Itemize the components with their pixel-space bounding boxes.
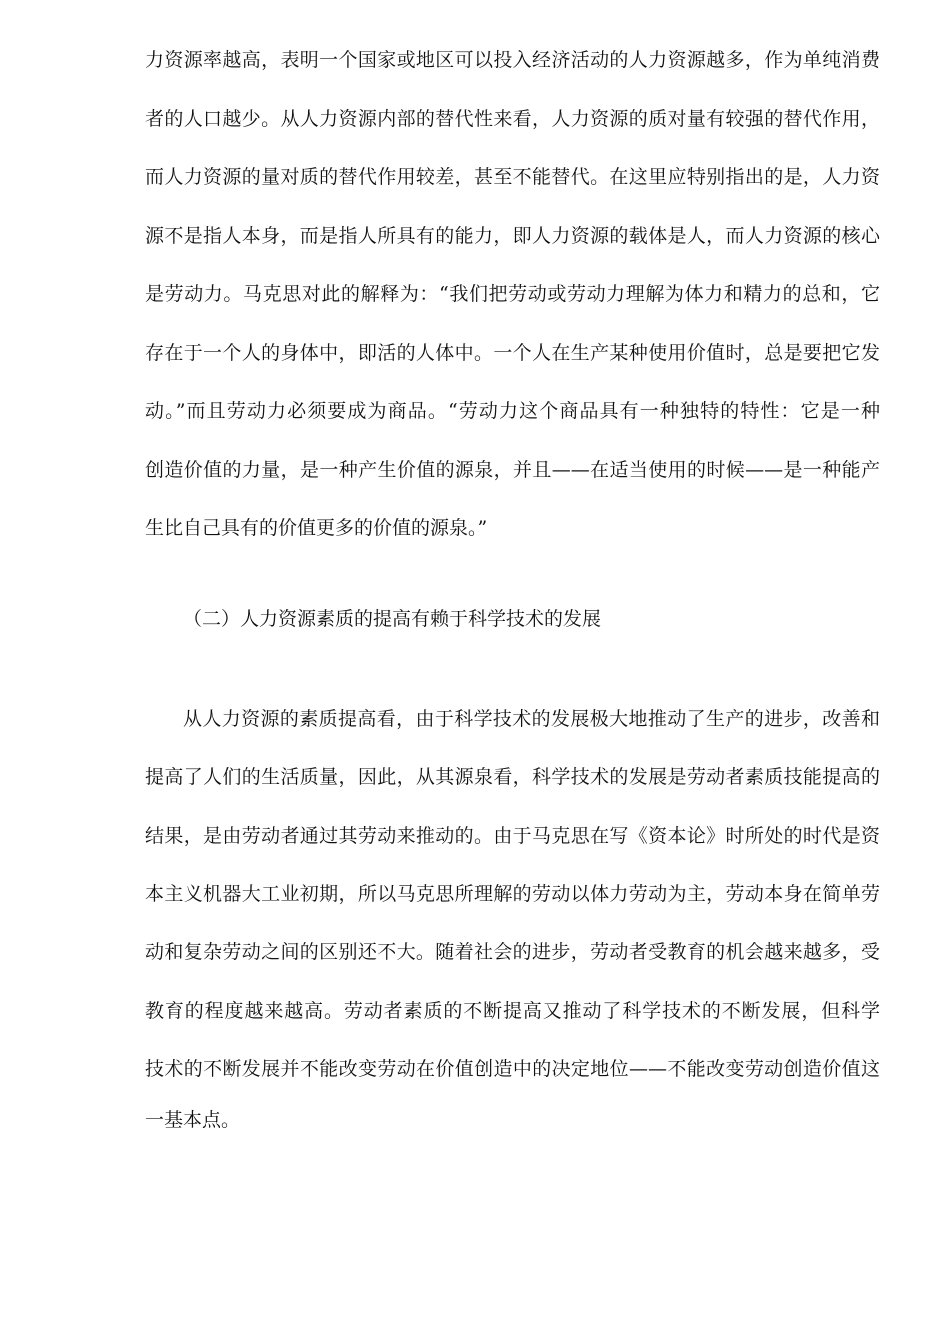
paragraph-2-line-4: 本主义机器大工业初期，所以马克思所理解的劳动以体力劳动为主，劳动本身在简单劳	[145, 883, 880, 905]
paragraph-1-line-2: 者的人口越少。从人力资源内部的替代性来看，人力资源的质对量有较强的替代作用，	[145, 108, 880, 130]
paragraph-1-line-8: 创造价值的力量，是一种产生价值的源泉，并且——在适当使用的时候——是一种能产	[145, 459, 880, 481]
paragraph-2-line-2: 提高了人们的生活质量，因此，从其源泉看，科学技术的发展是劳动者素质技能提高的	[145, 766, 880, 788]
paragraph-2-line-5: 动和复杂劳动之间的区别还不大。随着社会的进步，劳动者受教育的机会越来越多，受	[145, 941, 880, 963]
paragraph-1-line-6: 存在于一个人的身体中，即活的人体中。一个人在生产某种使用价值时，总是要把它发	[145, 342, 880, 364]
paragraph-1-line-9: 生比自己具有的价值更多的价值的源泉。”	[145, 517, 488, 539]
paragraph-1-line-7: 动。”而且劳动力必须要成为商品。“劳动力这个商品具有一种独特的特性：它是一种	[145, 400, 880, 422]
paragraph-2-line-3: 结果，是由劳动者通过其劳动来推动的。由于马克思在写《资本论》时所处的时代是资	[145, 825, 880, 847]
paragraph-1-line-4: 源不是指人本身，而是指人所具有的能力，即人力资源的载体是人，而人力资源的核心	[145, 225, 880, 247]
paragraph-1-line-3: 而人力资源的量对质的替代作用较差，甚至不能替代。在这里应特别指出的是，人力资	[145, 166, 880, 188]
section-heading: （二）人力资源素质的提高有赖于科学技术的发展	[183, 608, 602, 630]
paragraph-2-line-8: 一基本点。	[145, 1109, 241, 1131]
paragraph-2-line-6: 教育的程度越来越高。劳动者素质的不断提高又推动了科学技术的不断发展，但科学	[145, 1000, 880, 1022]
paragraph-1-line-1: 力资源率越高，表明一个国家或地区可以投入经济活动的人力资源越多，作为单纯消费	[145, 49, 880, 71]
paragraph-2-line-1: 从人力资源的素质提高看，由于科学技术的发展极大地推动了生产的进步，改善和	[183, 708, 880, 730]
paragraph-1-line-5: 是劳动力。马克思对此的解释为：“我们把劳动或劳动力理解为体力和精力的总和，它	[145, 283, 880, 305]
paragraph-2-line-7: 技术的不断发展并不能改变劳动在价值创造中的决定地位——不能改变劳动创造价值这	[145, 1058, 880, 1080]
